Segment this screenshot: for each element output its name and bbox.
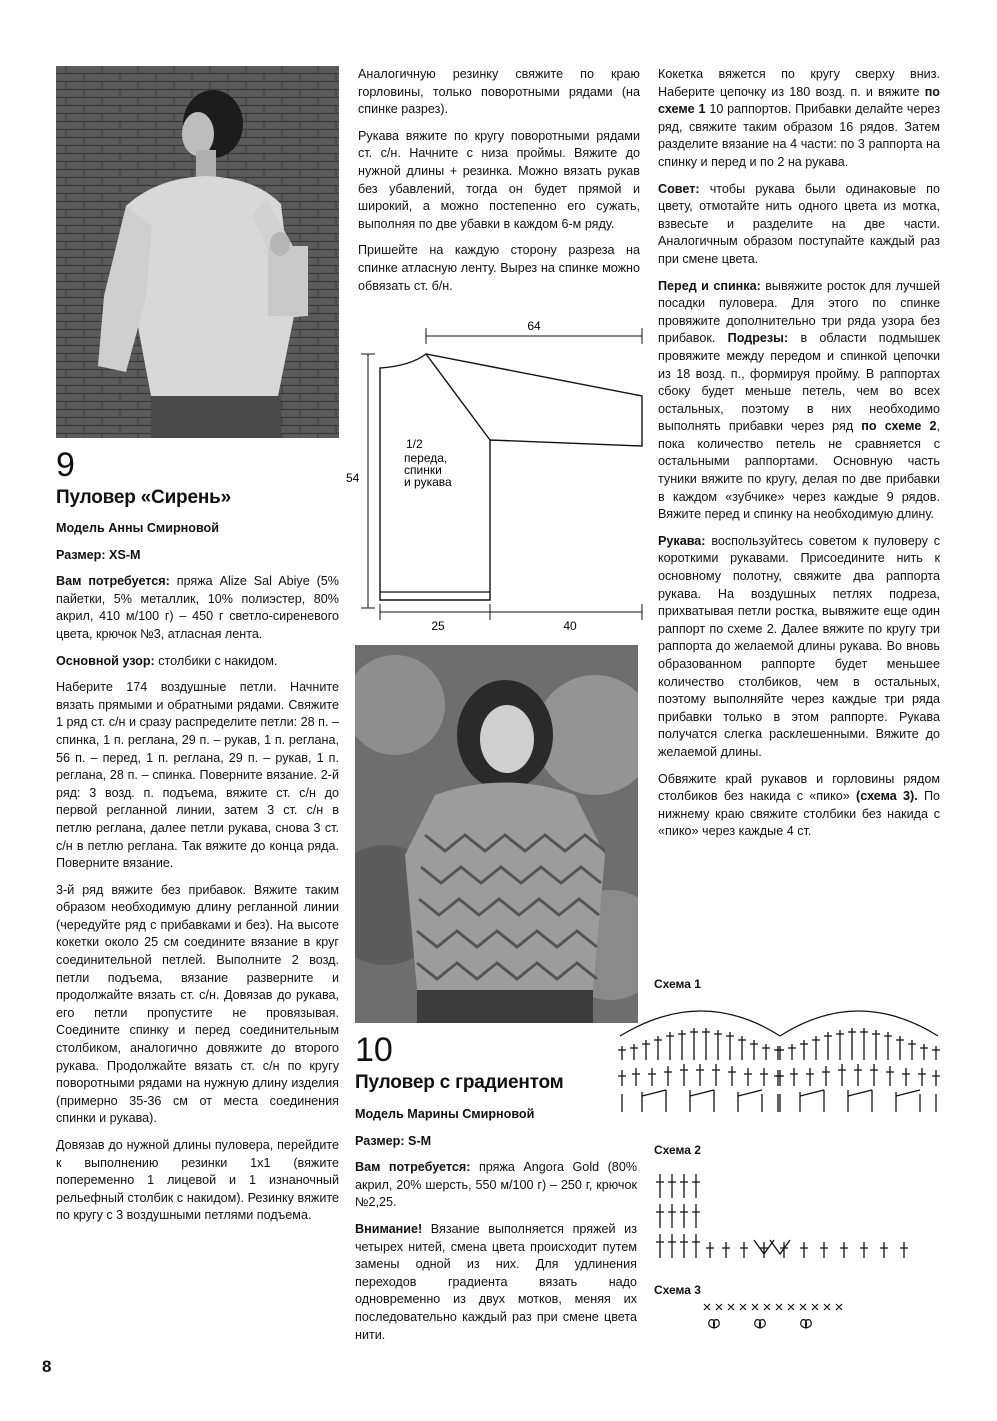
item10-tip: Совет: чтобы рукава были одинаковые по цвету, отмотайте нить одного цвета из мотка, взвесьте и разделите на две части. Аналогичным образом поступайте каждый раз при смене цвета.: [658, 181, 940, 266]
scheme-1-chart: [612, 996, 942, 1120]
item9-size: Размер: XS-M: [56, 547, 141, 562]
item9-paragraph-1: Наберите 174 воздушные петли. Начните вязать прямыми и обратными рядами. Свяжите 1 ряд ст. с/н и сразу распределите петли: 28 п. – спинка, 1 п. реглана, 29 п. – рукав, 1 п. реглана, 56 п. – перед, 1 п. реглана, 29 п. – рукав, 1 п. реглана, 28 п. – спинка. Поверните вязание. 2-й ряд: 3 возд. п. подъема, вяжите ст. с/н до первой регланной линии, затем 3 ст. с/н в петлю реглана, далее петли рукава, снова 3 ст. с/н в петлю реглана. Так вяжите до конца ряда. Поверните вязание.: [56, 680, 339, 871]
item9-title: Пуловер «Сирень»: [56, 487, 231, 508]
item9-paragraph-5: Рукава вяжите по кругу поворотными рядами ст. с/н. Начните с низа проймы. Вяжите до нужной длины + резинка. Можно вязать рукав без убавлений, тогда он будет прямой и широкий, а можно постепенно его сужать, выполняя по две убавки в каждом 6-м ряду.: [358, 128, 640, 231]
scheme-1-label: Схема 1: [654, 977, 701, 991]
item9-paragraph-2: 3-й ряд вяжите без прибавок. Вяжите таким образом необходимую длину регланной линии (чередуйте ряд с прибавками и без). На высоте кокетки около 25 см соедините вязание в круг соединительной петлей. Выполните 2 возд. петли подъема, вязание разверните и продолжайте вязать ст. с/н. Довязав до рукава, его петли пропустите не провязывая. Соедините спинку и перед соединительным столбиком, аналогично довяжите до второго рукава. Продолжайте вязать ст. с/н по кругу поворотными рядами на нужную длину изделия (примерно 35-36 см от места соединения спинки и рукава).: [56, 882, 339, 1126]
diagram-label-1: 1/2: [406, 437, 423, 451]
diagram-label-3: спинки: [404, 463, 442, 477]
item10-attention: Внимание! Вязание выполняется пряжей из четырех нитей, смена цвета происходит путем замены одной из них. Для удлинения переходов градиента вязать надо одновременно из двух мотков, меняя их последовательно каждый раз при смене цвета нити.: [355, 1221, 637, 1342]
item9-number: 9: [56, 446, 75, 484]
item10-edging: Обвяжите край рукавов и горловины рядом столбиков без накида с «пико» (схема 3). По нижнему краю свяжите столбики без накида с «пико» через каждые 4 ст.: [658, 771, 941, 839]
pattern-diagram: [340, 310, 650, 635]
item10-body: [355, 1106, 637, 1353]
item10-model: Модель Марины Смирновой: [355, 1107, 535, 1121]
diagram-bottom-left-label: 25: [431, 619, 445, 633]
item9-paragraph-3: Довязав до нужной длины пуловера, перейдите к выполнению резинки 1х1 (вяжите попеременно 1 лицевой и 1 изнаночный рельефный столбик с накидом). Резинку вяжите по кругу с 3 воздушными петлями подъема.: [56, 1138, 339, 1223]
item9-paragraph-6: Пришейте на каждую сторону разреза на спинке атласную ленту. Вырез на спинке можно обвязать ст. б/н.: [358, 243, 640, 293]
diagram-label-4: и рукава: [404, 475, 452, 489]
item10-number: 10: [355, 1031, 393, 1069]
item10-front-back: Перед и спинка: вывяжите росток для лучшей посадки пуловера. Для этого по спинке провяжите дополнительно три ряда узора без прибавок. Подрезы: в области подмышек провяжите между передом и спинкой цепочки из 18 возд. п., формируя пройму. В раппортах сбоку будет меньше петель, чем во всех остальных, поэтому в них необходимо выполнять прибавки через ряд по схеме 2, пока количество петель не сравняется с остальными раппортами. Основную часть туники вяжите по кругу, делая по две прибавки в каждом «зубчике» через каждые 9 рядов. Вяжите перед и спинку на необходимую длину.: [658, 278, 941, 522]
item10-sleeves: Рукава: воспользуйтесь советом к пуловеру с короткими рукавами. Присоедините нить к основному полотну, свяжите два раппорта рукава. На воздушных петлях подреза, прихватывая петли ростка, вывяжите еще один раппорт по схеме 2. Далее вяжите по кругу три раппорта до желаемой длины рукава. Во вновь образованном раппорте будет меньшее количество столбиков, чем в остальных, поэтому выполняйте через каждые три ряда прибавки только в этом раппорте. Рукава получатся слегка расклешенными. Вяжите до желаемой длины.: [658, 533, 940, 759]
photo-model-1: [56, 66, 339, 438]
diagram-bottom-right-label: 40: [563, 619, 577, 633]
photo-model-2: [355, 645, 638, 1023]
diagram-left-label: 54: [346, 471, 360, 485]
item10-body-cont: [658, 66, 940, 850]
item9-pattern: Основной узор: столбики с накидом.: [56, 653, 278, 668]
scheme-2-label: Схема 2: [654, 1143, 701, 1157]
page-number: 8: [42, 1357, 52, 1376]
item9-model: Модель Анны Смирновой: [56, 521, 219, 535]
item10-needs: Вам потребуется: пряжа Angora Gold (80% акрил, 20% шерсть, 550 м/100 г) – 250 г, крючок №2,25.: [355, 1160, 638, 1210]
item10-title: Пуловер с градиентом: [355, 1072, 564, 1093]
photo-model-1-image: [56, 66, 339, 438]
item9-paragraph-4: Аналогичную резинку свяжите по краю горловины, только поворотными рядами (на спинке разрез).: [358, 67, 640, 117]
item10-size: Размер: S-M: [355, 1133, 432, 1148]
photo-model-2-image: [355, 645, 638, 1023]
diagram-top-label: 64: [527, 319, 541, 333]
scheme-3-label: Схема 3: [654, 1283, 701, 1297]
item9-body: [56, 520, 339, 1234]
item9-body-cont: [358, 66, 640, 304]
scheme-3-chart: [700, 1300, 850, 1336]
item9-needs: Вам потребуется: пряжа Alize Sal Abiye (5% пайетки, 5% металлик, 10% полиэстер, 80% акрил, 410 м/100 г) – 450 г светло-сиреневого цвета, крючок №3, атласная лента.: [56, 574, 339, 641]
diagram-label-2: переда,: [404, 451, 448, 465]
scheme-2-chart: [654, 1164, 914, 1264]
item10-paragraph-yoke: Кокетка вяжется по кругу сверху вниз. Наберите цепочку из 180 возд. п. и вяжите по схеме 1 10 раппортов. Прибавки делайте через ряд, свяжите таким образом 16 рядов. Затем разделите вязание на 4 части: по 3 раппорта на спинку и перед и по 2 на рукава.: [658, 67, 941, 169]
